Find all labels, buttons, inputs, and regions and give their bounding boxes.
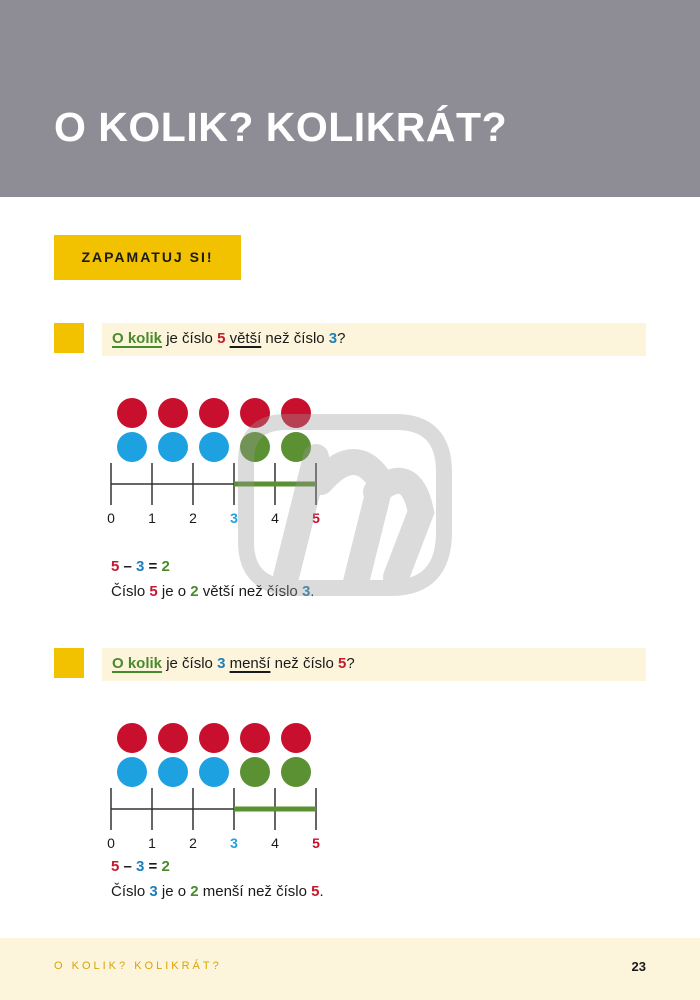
m-logo-watermark-icon [226,402,464,608]
tick-label-5: 5 [312,835,320,851]
red-dot [158,723,188,753]
remember-box [54,235,241,280]
blue-dot [199,757,229,787]
green-dot [240,757,270,787]
blue-dot [158,757,188,787]
header-band [0,0,700,197]
tick-label-4: 4 [271,835,279,851]
answer-sentence: Číslo 5 je o 2 větší než číslo 3. [111,583,315,600]
tick-label-0: 0 [107,835,115,851]
answer-sentence: Číslo 3 je o 2 menší než číslo 5. [111,883,324,900]
section-marker [54,648,84,678]
red-dot [158,398,188,428]
equation: 5 – 3 = 2 [111,858,170,875]
page-title: O KOLIK? KOLIKRÁT? [54,104,508,150]
tick-label-3: 3 [230,510,238,526]
tick-label-1: 1 [148,835,156,851]
question-band [102,323,646,356]
question-band [102,648,646,681]
red-dot [281,723,311,753]
tick-label-4: 4 [271,510,279,526]
number-line [100,784,340,854]
red-dot [199,398,229,428]
red-dot [117,723,147,753]
page-number: 23 [631,959,646,974]
section-marker [54,323,84,353]
equation: 5 – 3 = 2 [111,558,170,575]
footer-band [0,938,700,1000]
blue-dot [199,432,229,462]
tick-label-2: 2 [189,510,197,526]
red-dot [117,398,147,428]
question-text: O kolik je číslo 5 větší než číslo 3? [112,330,346,347]
footer-title: O KOLIK? KOLIKRÁT? [54,960,222,972]
tick-label-0: 0 [107,510,115,526]
blue-dot [158,432,188,462]
green-dot [281,757,311,787]
tick-label-5: 5 [312,510,320,526]
red-dot [199,723,229,753]
blue-dot [117,432,147,462]
question-text: O kolik je číslo 3 menší než číslo 5? [112,655,355,672]
remember-label: ZAPAMATUJ SI! [81,249,214,265]
red-dot [240,723,270,753]
tick-label-3: 3 [230,835,238,851]
tick-label-1: 1 [148,510,156,526]
tick-label-2: 2 [189,835,197,851]
blue-dot [117,757,147,787]
